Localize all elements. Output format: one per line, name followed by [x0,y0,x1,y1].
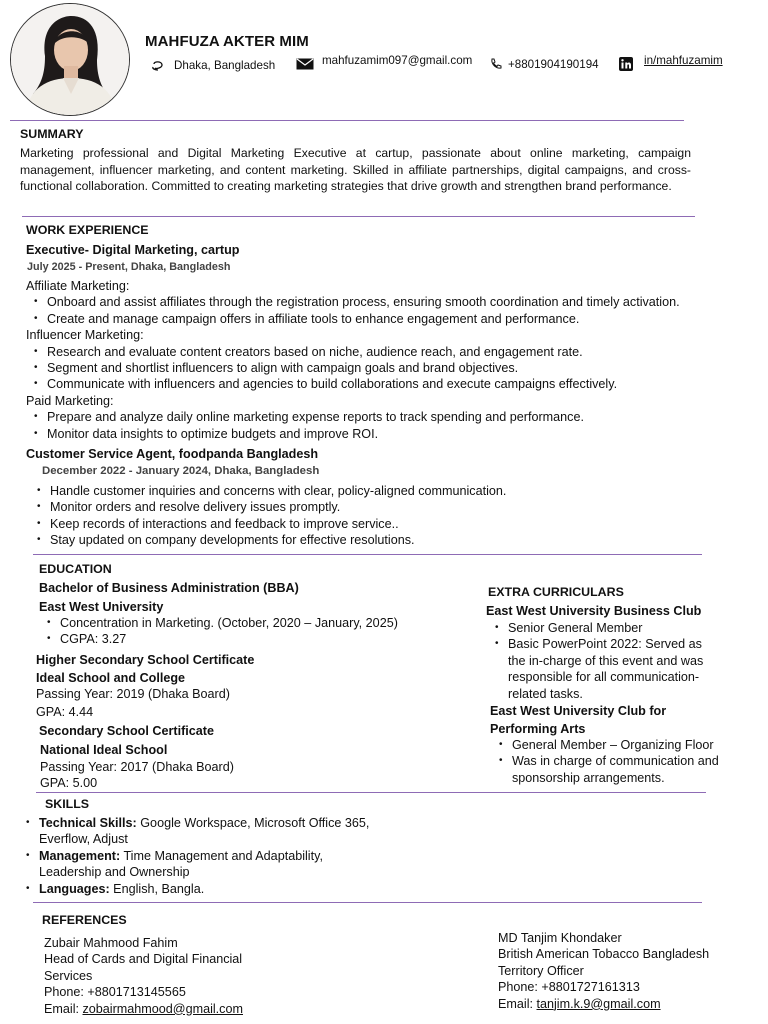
list-item [487,636,703,702]
bba-degree: Bachelor of Business Administration (BBA) [39,581,299,595]
list-item-line: the in-charge of this event and was [508,653,704,668]
divider [36,792,706,793]
club1-list [487,620,703,702]
influencer-list [26,344,680,393]
list-item: • Stay updated on company developments for effective resolutions. [29,532,506,548]
skill-item [18,848,369,881]
list-item: • Research and evaluate content creators based on niche, audience reach, and engagement rate. [26,344,680,360]
skill-value-line2: Everflow, Adjust [39,832,128,847]
list-item [491,737,719,753]
ref2-name: MD Tanjim Khondaker [498,931,622,945]
job1-date: July 2025 - Present, Dhaka, Bangladesh [27,261,231,273]
reference-1 [44,935,243,1017]
hsc-gpa: GPA: 4.44 [36,705,94,719]
club2-list [491,737,719,786]
location-text: Dhaka, Bangladesh [174,58,276,72]
club2-name-line2: Performing Arts [490,722,586,736]
job2-list [29,483,506,549]
candidate-name: MAHFUZA AKTER MIM [145,33,309,50]
list-item: • Handle customer inquiries and concerns with clear, policy-aligned communication. [29,483,506,499]
list-item: • Monitor orders and resolve delivery issues promptly. [29,499,506,515]
list-item: • Monitor data insights to optimize budgets and improve ROI. [26,426,680,442]
list-item: • Keep records of interactions and feedback to improve service.. [29,516,506,532]
list-item [491,753,719,786]
phone-icon [489,57,503,71]
summary-heading: SUMMARY [20,127,84,141]
email-text[interactable]: mahfuzamim097@gmail.com [322,54,473,67]
skill-label: Technical Skills: [39,816,137,830]
ref2-phone: Phone: +8801727161313 [498,980,640,995]
envelope-icon [296,58,314,70]
hsc-degree: Higher Secondary School Certificate [36,653,255,667]
list-item: • Prepare and analyze daily online marketing expense reports to track spending and performance. [26,409,680,425]
skill-value-line2: Leadership and Ownership [39,865,190,880]
linkedin-link[interactable]: in/mahfuzamim [644,53,723,67]
job2-date: December 2022 - January 2024, Dhaka, Bangladesh [42,465,320,477]
list-item [487,620,703,636]
ref2-company: British American Tobacco Bangladesh [498,947,710,962]
skill-item [18,815,369,848]
phone-text[interactable]: +8801904190194 [508,57,599,71]
list-item-line: responsible for all communication- [508,670,700,685]
group-label: Paid Marketing: [26,393,114,408]
list-item-text: General Member – Organizing Floor [512,738,714,752]
list-item-line: • Was in charge of communication and [512,754,719,769]
list-item-line: sponsorship arrangements. [512,770,665,785]
divider [10,120,684,121]
linkedin-contact[interactable] [619,53,723,71]
ref1-phone: Phone: +8801713145565 [44,985,186,1000]
ref1-email-label: Email: [44,1001,83,1016]
ssc-year: Passing Year: 2017 (Dhaka Board) [40,760,234,774]
email-contact[interactable] [296,54,473,70]
location-icon [150,57,166,73]
group-label: Affiliate Marketing: [26,279,130,293]
group-label: Influencer Marketing: [26,328,144,343]
reference-2 [498,930,709,1012]
ref2-role: Territory Officer [498,963,584,978]
list-item-line: • Basic PowerPoint 2022: Served as [508,637,702,652]
skills-heading: SKILLS [45,797,90,811]
ref1-role-line2: Services [44,968,93,983]
affiliate-list [26,294,680,327]
work-heading: WORK EXPERIENCE [26,223,149,237]
divider [33,902,702,903]
divider [33,554,702,555]
ssc-gpa: GPA: 5.00 [40,776,98,790]
linkedin-icon [619,57,633,71]
list-item-line: related tasks. [508,686,583,701]
ssc-school: National Ideal School [40,743,168,757]
list-item: • Communicate with influencers and agencies to build collaborations and execute campaigns effectively. [26,376,680,392]
list-item: • Onboard and assist affiliates through the registration process, ensuring smooth coordination and timely activation. [26,294,680,310]
extra-heading: EXTRA CURRICULARS [488,585,624,599]
skill-item [18,881,369,897]
education-heading: EDUCATION [39,562,112,576]
hsc-year: Passing Year: 2019 (Dhaka Board) [36,687,230,701]
skill-label: Languages: [39,881,110,896]
list-item: • Concentration in Marketing. (October, 2020 – January, 2025) [39,615,398,631]
ref1-email-link[interactable]: zobairmahmood@gmail.com [82,1001,243,1016]
hsc-school: Ideal School and College [36,671,186,685]
paid-list [26,409,680,442]
phone-contact[interactable] [489,57,599,71]
skill-value: Google Workspace, Microsoft Office 365, [136,816,370,830]
bba-school: East West University [39,600,164,614]
ref1-name: Zubair Mahmood Fahim [44,936,178,950]
job1-title: Executive- Digital Marketing, cartup [26,243,240,257]
summary-text: Marketing professional and Digital Marketing Executive at cartup, passionate about online marketing, campaign management, influencer marketing, and content marketing. Skilled in affiliate partnerships, digital campaigns, and cross-functional collaboration. Committed to creating marketing strategies that drive growth and strengthen brand performance. [20,146,691,194]
list-item: • CGPA: 3.27 [39,631,398,647]
ssc-degree: Secondary School Certificate [39,724,214,738]
job2-title: Customer Service Agent, foodpanda Bangladesh [26,447,319,461]
references-heading: REFERENCES [42,913,127,927]
club1-name: East West University Business Club [486,604,702,618]
list-item: • Segment and shortlist influencers to align with campaign goals and brand objectives. [26,360,680,376]
list-item: • Create and manage campaign offers in affiliate tools to enhance engagement and performance. [26,311,680,327]
ref1-role: Head of Cards and Digital Financial [44,952,243,967]
skill-label: Management: [39,848,121,863]
skills-list [18,815,369,897]
job1-details [26,278,680,442]
divider [22,216,695,217]
skill-value: Time Management and Adaptability, [120,848,323,863]
location-contact [150,57,275,73]
profile-photo [10,3,130,116]
ref2-email-label: Email: [498,996,537,1011]
ref2-email-link[interactable]: tanjim.k.9@gmail.com [536,996,661,1011]
bba-list [39,615,398,648]
club2-name-line1: East West University Club for [490,704,667,718]
skill-value: English, Bangla. [109,881,205,896]
profile-photo-illustration [11,4,129,115]
list-item-text: Senior General Member [508,621,643,635]
